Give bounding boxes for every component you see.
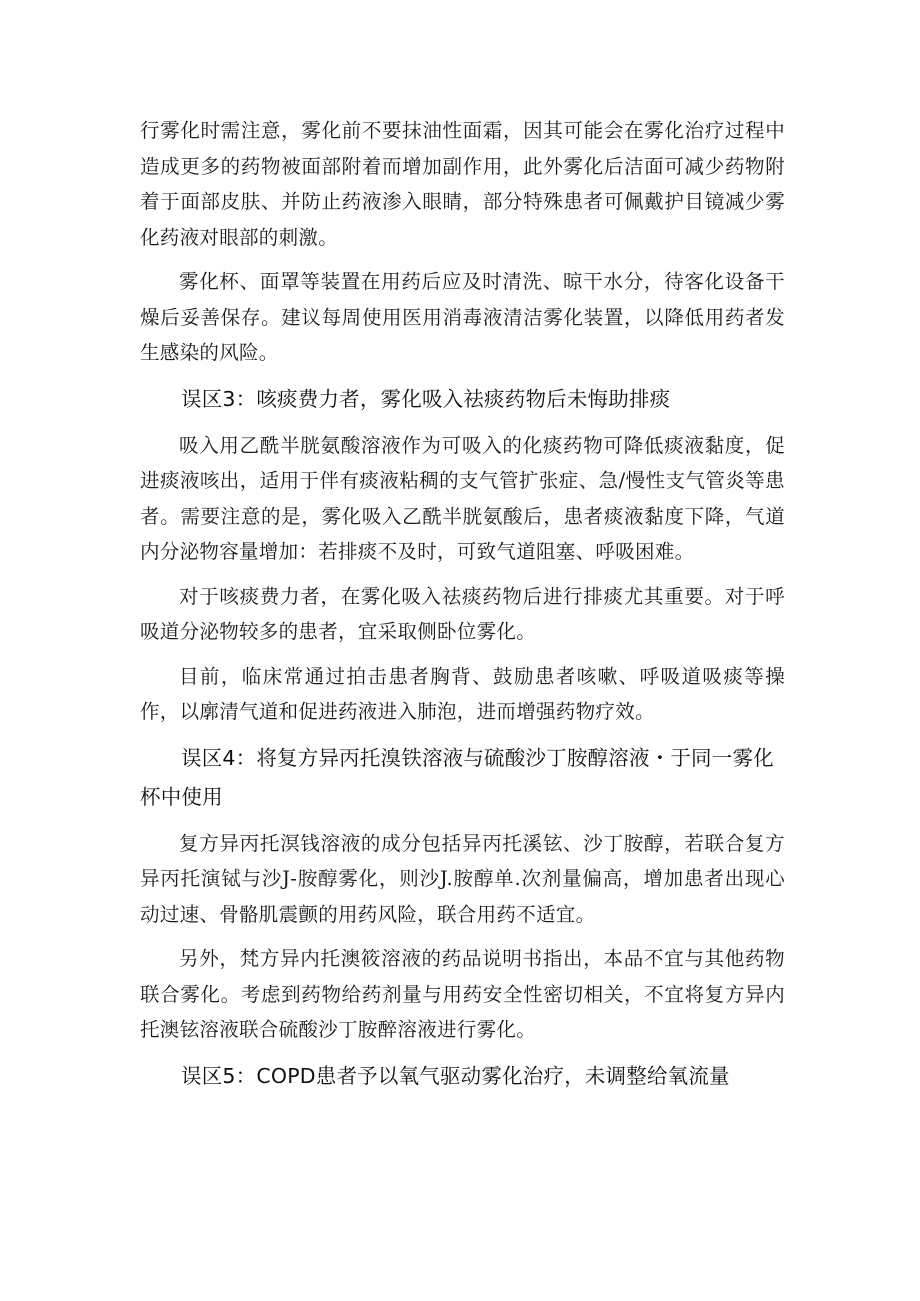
document-body — [140, 113, 785, 1105]
heading-misconception-3: 误区3：咳痰费力者，雾化吸入祛痰药物后未悔助排痰 — [181, 386, 671, 411]
heading-misconception-4: 误区4：将复方异丙托溴铁溶液与硫酸沙丁胺醇溶液・于同一雾化杯中使用 — [140, 745, 774, 809]
paragraph-continued: 行雾化时需注意，雾化前不要抹油性面霜，因其可能会在雾化治疗过程中造成更多的药物被面部附着而增加副作用，此外雾化后洁面可减少药物附着于面部皮肤、并防止药液渗入眼睛，部分特殊患者可佩戴护目镜减少雾化药液对眼部的刺激。 — [140, 119, 785, 249]
paragraph-acetylcysteine: 吸入用乙酰半胱氨酸溶液作为可吸入的化痰药物可降低痰液黏度，促进痰液咳出，适用于伴有痰液粘稠的支气管扩张症、急/慢性支气管炎等患者。需要注意的是，雾化吸入乙酰半胱氨酸后，患者痰液黏度下降，气道内分泌物容量增加：若排痰不及时，可致气道阻塞、呼吸困难。 — [140, 433, 785, 563]
heading-misconception-5: 误区5：COPD患者予以氧气驱动雾化治疗，未调整给氧流量 — [181, 1063, 730, 1088]
paragraph-sputum-clearance: 对于咳痰费力者，在雾化吸入祛痰药物后进行排痰尤其重要。对于呼吸道分泌物较多的患者，宜采取侧卧位雾化。 — [140, 584, 785, 643]
paragraph-clinical-practice: 目前，临床常通过拍击患者胸背、鼓励患者咳嗽、呼吸道吸痰等操作，以廓清气道和促进药液进入肺泡，进而增强药物疗效。 — [140, 664, 785, 723]
paragraph-ipratropium-components: 复方异丙托溟钱溶液的成分包括异丙托溪铉、沙丁胺醇，若联合复方异丙托演铽与沙J-胺醇雾化，则沙J.胺醇单.次剂量偏高，增加患者出现心动过速、骨骼肌震颤的用药风险，联合用药不适宜。 — [140, 831, 785, 926]
paragraph-device-cleaning: 雾化杯、面罩等装置在用药后应及时清洗、晾干水分，待客化设备干燥后妥善保存。建议每周使用医用消毒液清洁雾化装置，以降低用药者发生感染的风险。 — [140, 270, 785, 364]
paragraph-drug-instructions: 另外，梵方异内托澳筱溶液的药品说明书指出，本品不宜与其他药物联合雾化。考虑到药物给药剂量与用药安全性密切相关，不宜将复方异内托澳铉溶液联合硫酸沙丁胺醉溶液进行雾化。 — [140, 947, 785, 1041]
